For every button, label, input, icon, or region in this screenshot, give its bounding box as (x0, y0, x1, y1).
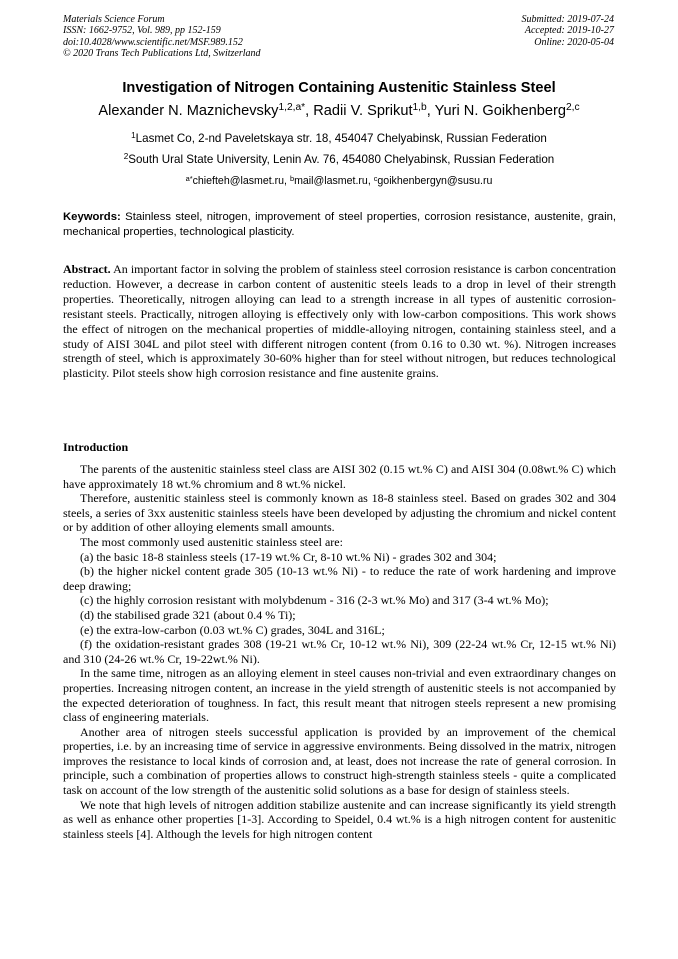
email[interactable]: $^c$goikhenbergyn@susu.ru (373, 173, 493, 187)
author: Yuri N. Goikhenberg$^{2,c}$ (434, 102, 580, 119)
author-emails: $^{a*}$chiefteh@lasmet.ru, $^b$mail@lasmet.ru, $^c$goikhenbergyn@susu.ru (185, 173, 493, 187)
journal-issn: ISSN: 1662-9752, Vol. 989, pp 152-159 (63, 25, 221, 37)
email[interactable]: $^b$mail@lasmet.ru (289, 173, 368, 187)
keywords-label: Keywords: (63, 211, 121, 223)
online-date: Online: 2020-05-04 (534, 36, 614, 48)
introduction-body (63, 462, 616, 841)
abstract (63, 262, 616, 381)
list-item: (d) the stabilised grade 321 (about 0.4 % Ti); (80, 607, 296, 622)
journal-name: Materials Science Forum (63, 14, 165, 25)
paragraph: The parents of the austenitic stainless steel class are AISI 302 (0.15 wt.% C) and AISI 304 (0.08wt.% C) which have approximately 18 wt.% chromium and 8 wt.% nickel. (63, 462, 616, 491)
paragraph: We note that high levels of nitrogen addition stabilize austenite and can increase significantly its yield strength as well as enhance other properties [1-3]. According to Speidel, 0.4 wt.% is a high nitrogen content for austenitic stainless steels [4]. Although the levels for high nitrogen content (63, 797, 616, 841)
list-item: (f) the oxidation-resistant grades 308 (19-21 wt.% Cr, 10-12 wt.% Ni), 309 (22-24 wt.% Cr, 12-15 wt.% Ni) and 310 (24-26 wt.% Cr, 19-22wt.% Ni). (63, 637, 616, 666)
keywords (63, 210, 616, 240)
submitted-date: Submitted: 2019-07-24 (521, 14, 614, 25)
affiliation-2: $^2$South Ural State University, Lenin Av. 76, 454080 Chelyabinsk, Russian Federation (123, 152, 555, 166)
email[interactable]: $^{a*}$chiefteh@lasmet.ru (185, 173, 285, 187)
list-item: (c) the highly corrosion resistant with molybdenum - 316 (2-3 wt.% Mo) and 317 (3-4 wt.% Mo); (80, 593, 549, 608)
author-list (0, 103, 678, 119)
paragraph: The most commonly used austenitic stainless steel are: (80, 534, 343, 549)
paragraph: In the same time, nitrogen as an alloying element in steel causes non-trivial and even extraordinary changes on properties. Increasing nitrogen content, an increase in the yield strength of austenitic steels is not accompanied by the expected deterioration of toughness. In fact, this result meant that nitrogen steels represent a new promising class of engineering materials. (63, 666, 616, 725)
list-item: (b) the higher nickel content grade 305 (10-13 wt.% Ni) - to reduce the rate of work hardening and improve deep drawing; (63, 564, 616, 593)
journal-info-block (63, 14, 261, 59)
abstract-label: Abstract. (63, 262, 111, 276)
paragraph: Another area of nitrogen steels successful application is provided by an improvement of the chemical properties, i.e. by an increasing time of service in aggressive environments. Being dissolved in the matrix, nitrogen improves the resistance to local kinds of corrosion and, at least, does not increase the rate of general corrosion. In principle, such a combination of properties allows to construct high-strength stainless steels - quite a complicated task on account of the low strength of the austenitic solid solutions as a base for design of stainless steels. (63, 724, 616, 798)
abstract-text: An important factor in solving the problem of stainless steel corrosion resistance is carbon concentration reduction. However, a decrease in carbon content of austenitic steels leads to a drop in level of their strength properties. Theoretically, nitrogen alloying can lead to a strength increase in all types of austenitic corrosion-resistant steels. Practically, nitrogen alloying is effectively only with low-carbon compositions. This work shows the effect of nitrogen on the mechanical properties of middle-alloying nitrogen, containing stainless steel, and a study of AISI 304L and pilot steel with different nitrogen content (from 0.16 to 0.30 wt. %). Nitrogen increases strength of steel, which is approximately 30-60% higher than for steel without nitrogen, but reduces technological plasticity. Pilot steels show high corrosion resistance and fine austenite grains. (63, 262, 616, 381)
accepted-date: Accepted: 2019-10-27 (524, 25, 614, 37)
author: Alexander N. Maznichevsky$^{1,2,a*}$, (98, 102, 314, 119)
keywords-text: Stainless steel, nitrogen, improvement of steel properties, corrosion resistance, austenite, grain, mechanical properties, technological plasticity. (63, 211, 617, 238)
list-item: (a) the basic 18-8 stainless steels (17-19 wt.% Cr, 8-10 wt.% Ni) - grades 302 and 304; (80, 549, 497, 564)
journal-doi: doi:10.4028/www.scientific.net/MSF.989.152 (63, 36, 243, 48)
paragraph: Therefore, austenitic stainless steel is commonly known as 18-8 stainless steel. Based on grades 302 and 304 steels, a series of 3xx austenitic stainless steels have been developed by adjusting the chromium and nickel content or by addition of other alloying elements small amounts. (63, 491, 616, 535)
author: Radii V. Sprikut$^{1,b}$, (313, 102, 435, 119)
list-item: (e) the extra-low-carbon (0.03 wt.% C) grades, 304L and 316L; (80, 622, 385, 637)
journal-copyright: © 2020 Trans Tech Publications Ltd, Switzerland (63, 47, 261, 59)
section-heading-introduction: Introduction (63, 440, 129, 454)
affiliation-1: $^1$Lasmet Co, 2-nd Paveletskaya str. 18, 454047 Chelyabinsk, Russian Federation (131, 131, 547, 145)
dates-block (522, 14, 615, 48)
paper-title: Investigation of Nitrogen Containing Austenitic Stainless Steel (122, 80, 556, 96)
